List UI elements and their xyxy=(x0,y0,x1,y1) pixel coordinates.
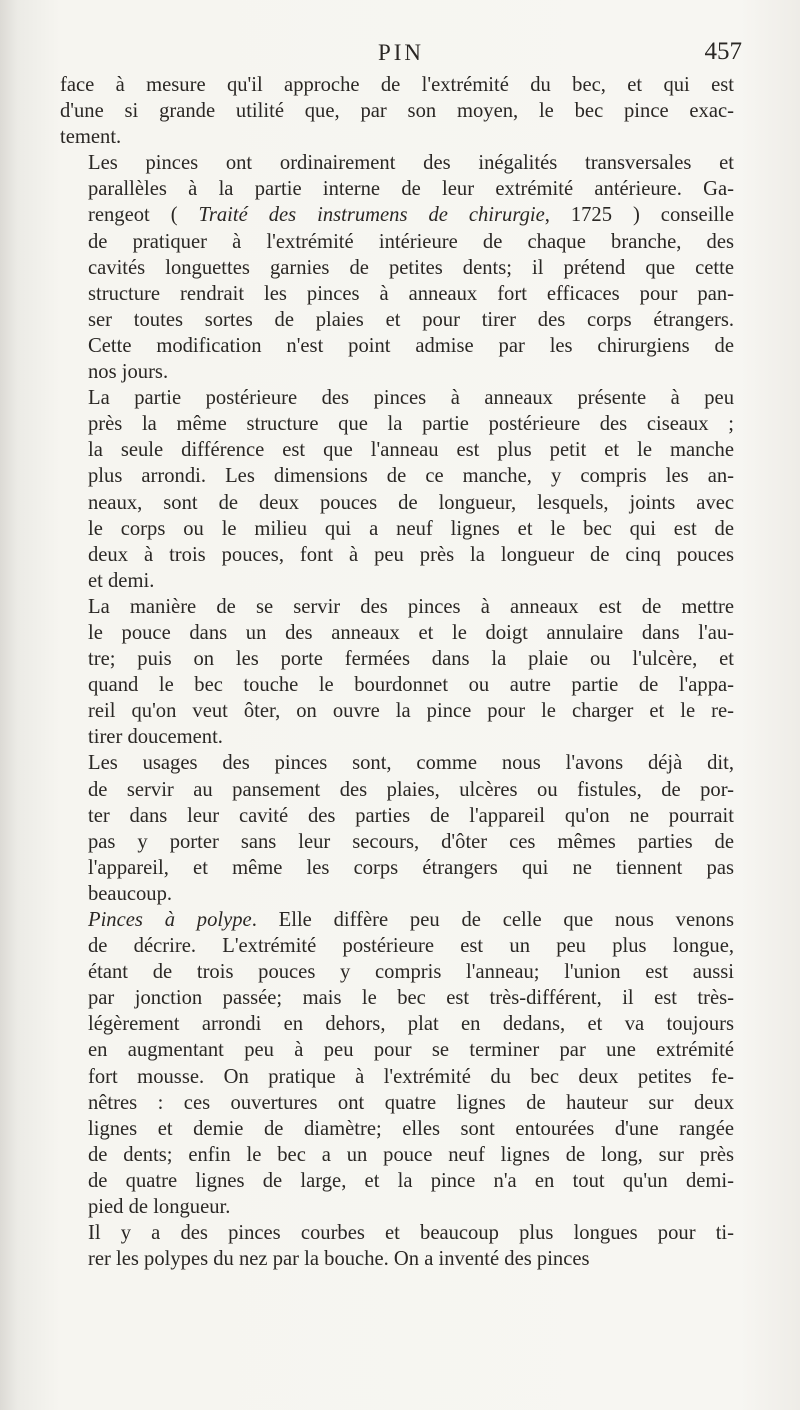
text-line: Cette modification n'est point admise par les chirurgiens de xyxy=(88,334,734,357)
text-line: beaucoup. xyxy=(88,882,173,905)
text-line: de servir au pansement des plaies, ulcères ou fistules, de por- xyxy=(88,778,734,801)
text-line: neaux, sont de deux pouces de longueur, lesquels, joints avec xyxy=(88,491,734,514)
text-line: le corps ou le milieu qui a neuf lignes et le bec qui est de xyxy=(88,517,734,540)
text-line: rengeot ( Traité des instrumens de chirurgie, 1725 ) conseille xyxy=(88,204,734,227)
text-line: fort mousse. On pratique à l'extrémité du bec deux petites fe- xyxy=(88,1065,734,1088)
text-line: rer les polypes du nez par la bouche. On a inventé des pinces xyxy=(88,1248,590,1271)
text-line: tement. xyxy=(60,126,122,149)
text-line: et demi. xyxy=(88,569,155,592)
text-line: Les usages des pinces sont, comme nous l'avons déjà dit, xyxy=(88,752,734,775)
text-line: étant de trois pouces y compris l'anneau; l'union est aussi xyxy=(88,961,734,984)
text-line: Pinces à polype. Elle diffère peu de celle que nous venons xyxy=(88,909,734,931)
text-line: le pouce dans un des anneaux et le doigt annulaire dans l'au- xyxy=(88,621,734,644)
text-line: tre; puis on les porte fermées dans la plaie ou l'ulcère, et xyxy=(88,648,734,671)
text-line: près la même structure que la partie postérieure des ciseaux ; xyxy=(88,413,734,436)
text-line: Il y a des pinces courbes et beaucoup plus longues pour ti- xyxy=(88,1222,734,1245)
text-line: pied de longueur. xyxy=(88,1196,231,1219)
text-line: La manière de se servir des pinces à anneaux est de mettre xyxy=(88,595,734,618)
text-line: plus arrondi. Les dimensions de ce manche, y compris les an- xyxy=(88,465,734,488)
text-line: parallèles à la partie interne de leur extrémité antérieure. Ga- xyxy=(88,178,734,201)
text-line: de décrire. L'extrémité postérieure est un peu plus longue, xyxy=(88,935,734,958)
text-line: de dents; enfin le bec a un pouce neuf lignes de long, sur près xyxy=(88,1143,734,1166)
text-line: en augmentant peu à peu pour se terminer par une extrémité xyxy=(88,1039,734,1062)
text-line: tirer doucement. xyxy=(88,726,223,749)
text-line: légèrement arrondi en dehors, plat en dedans, et va toujours xyxy=(88,1013,734,1036)
text-line: de quatre lignes de large, et la pince n'a en tout qu'un demi- xyxy=(88,1169,734,1192)
text-line: Les pinces ont ordinairement des inégalités transversales et xyxy=(88,152,734,175)
text-line: quand le bec touche le bourdonnet ou autre partie de l'appa- xyxy=(88,674,734,697)
text-line: cavités longuettes garnies de petites dents; il prétend que cette xyxy=(88,256,734,279)
text-line: ser toutes sortes de plaies et pour tirer des corps étrangers. xyxy=(88,308,734,331)
text-line: d'une si grande utilité que, par son moyen, le bec pince exac- xyxy=(60,100,734,123)
paragraph xyxy=(60,385,734,594)
text-line: face à mesure qu'il approche de l'extrémité du bec, et qui est xyxy=(60,74,734,96)
body-text xyxy=(60,72,734,1272)
paragraph xyxy=(60,907,734,1220)
text-line: par jonction passée; mais le bec est très-différent, il est très- xyxy=(88,987,734,1010)
text-line: nos jours. xyxy=(88,361,169,384)
running-head xyxy=(60,38,742,72)
paragraph xyxy=(60,72,734,150)
paragraph xyxy=(60,750,734,907)
text-line: nêtres : ces ouvertures ont quatre lignes de hauteur sur deux xyxy=(88,1091,734,1114)
paragraph xyxy=(60,594,734,751)
paragraph xyxy=(60,1220,734,1272)
text-line: l'appareil, et même les corps étrangers qui ne tiennent pas xyxy=(88,856,734,879)
text-line: la seule différence est que l'anneau est plus petit et le manche xyxy=(88,439,734,462)
text-line: structure rendrait les pinces à anneaux fort efficaces pour pan- xyxy=(88,282,734,305)
text-line: lignes et demie de diamètre; elles sont entourées d'une rangée xyxy=(88,1117,734,1140)
text-line: pas y porter sans leur secours, d'ôter ces mêmes parties de xyxy=(88,830,734,853)
text-line: deux à trois pouces, font à peu près la longueur de cinq pouces xyxy=(88,543,734,566)
text-line: reil qu'on veut ôter, on ouvre la pince pour le charger et le re- xyxy=(88,700,734,723)
running-title: PIN xyxy=(377,40,425,65)
text-line: La partie postérieure des pinces à anneaux présente à peu xyxy=(88,387,734,410)
text-line: de pratiquer à l'extrémité intérieure de chaque branche, des xyxy=(88,230,734,253)
page-number: 457 xyxy=(704,38,742,65)
paragraph xyxy=(60,150,734,385)
text-line: ter dans leur cavité des parties de l'appareil qu'on ne pourrait xyxy=(88,804,734,827)
